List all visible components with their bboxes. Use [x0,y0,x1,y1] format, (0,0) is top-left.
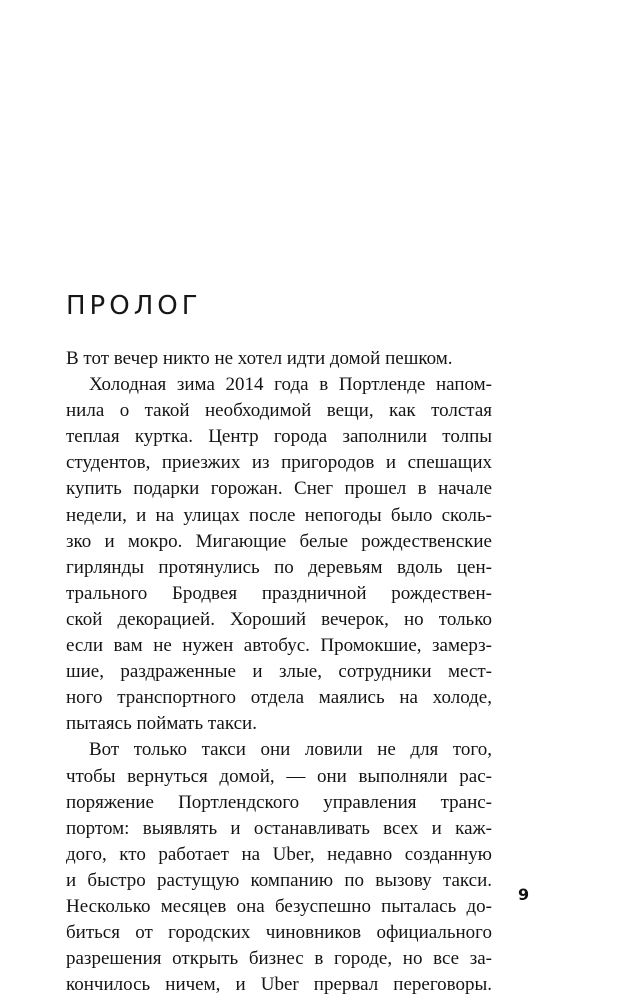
text-line: ного транспортного отдела маялись на холоде, [66,687,492,709]
text-line: Вот только такси они ловили не для того, [89,739,492,761]
text-line: поряжение Портлендского управления транс- [66,791,492,813]
text-line: чтобы вернуться домой, — они выполняли рас- [66,765,492,787]
text-line: студентов, приезжих из пригородов и спешащих [66,452,492,474]
text-line: шие, раздраженные и злые, сотрудники мест- [66,661,492,683]
text-line: нила о такой необходимой вещи, как толстая [66,400,492,422]
text-line: трального Бродвея праздничной рождествен- [66,582,492,604]
text-line: пытаясь поймать такси. [66,713,257,735]
text-line: недели, и на улицах после непогоды было сколь- [66,504,492,526]
text-line: портом: выявлять и останавливать всех и каж- [66,817,492,839]
text-line: купить подарки горожан. Снег прошел в начале [66,478,492,500]
chapter-title: ПРОЛОГ [66,291,202,321]
page-number: 9 [518,885,530,904]
text-line: гирлянды протянулись по деревьям вдоль цен- [66,556,492,578]
text-line: ской декорацией. Хороший вечерок, но только [66,608,492,630]
text-line: В тот вечер никто не хотел идти домой пешком. [66,348,453,369]
text-line: и быстро растущую компанию по вызову такси. [66,869,492,891]
chapter-body [66,346,492,998]
text-line: разрешения открыть бизнес в городе, но все за- [66,948,492,970]
text-line: Холодная зима 2014 года в Портленде напом- [89,374,492,396]
text-line: если вам не нужен автобус. Промокшие, замерз- [66,635,492,657]
text-line: дого, кто работает на Uber, недавно созданную [66,843,492,865]
text-line: Несколько месяцев она безуспешно пыталась до- [66,895,492,917]
text-line: биться от городских чиновников официального [66,922,492,944]
text-line: кончилось ничем, и Uber прервал переговоры. [66,974,492,996]
text-line: теплая куртка. Центр города заполнили толпы [66,426,492,448]
text-line: зко и мокро. Мигающие белые рождественские [66,530,492,552]
